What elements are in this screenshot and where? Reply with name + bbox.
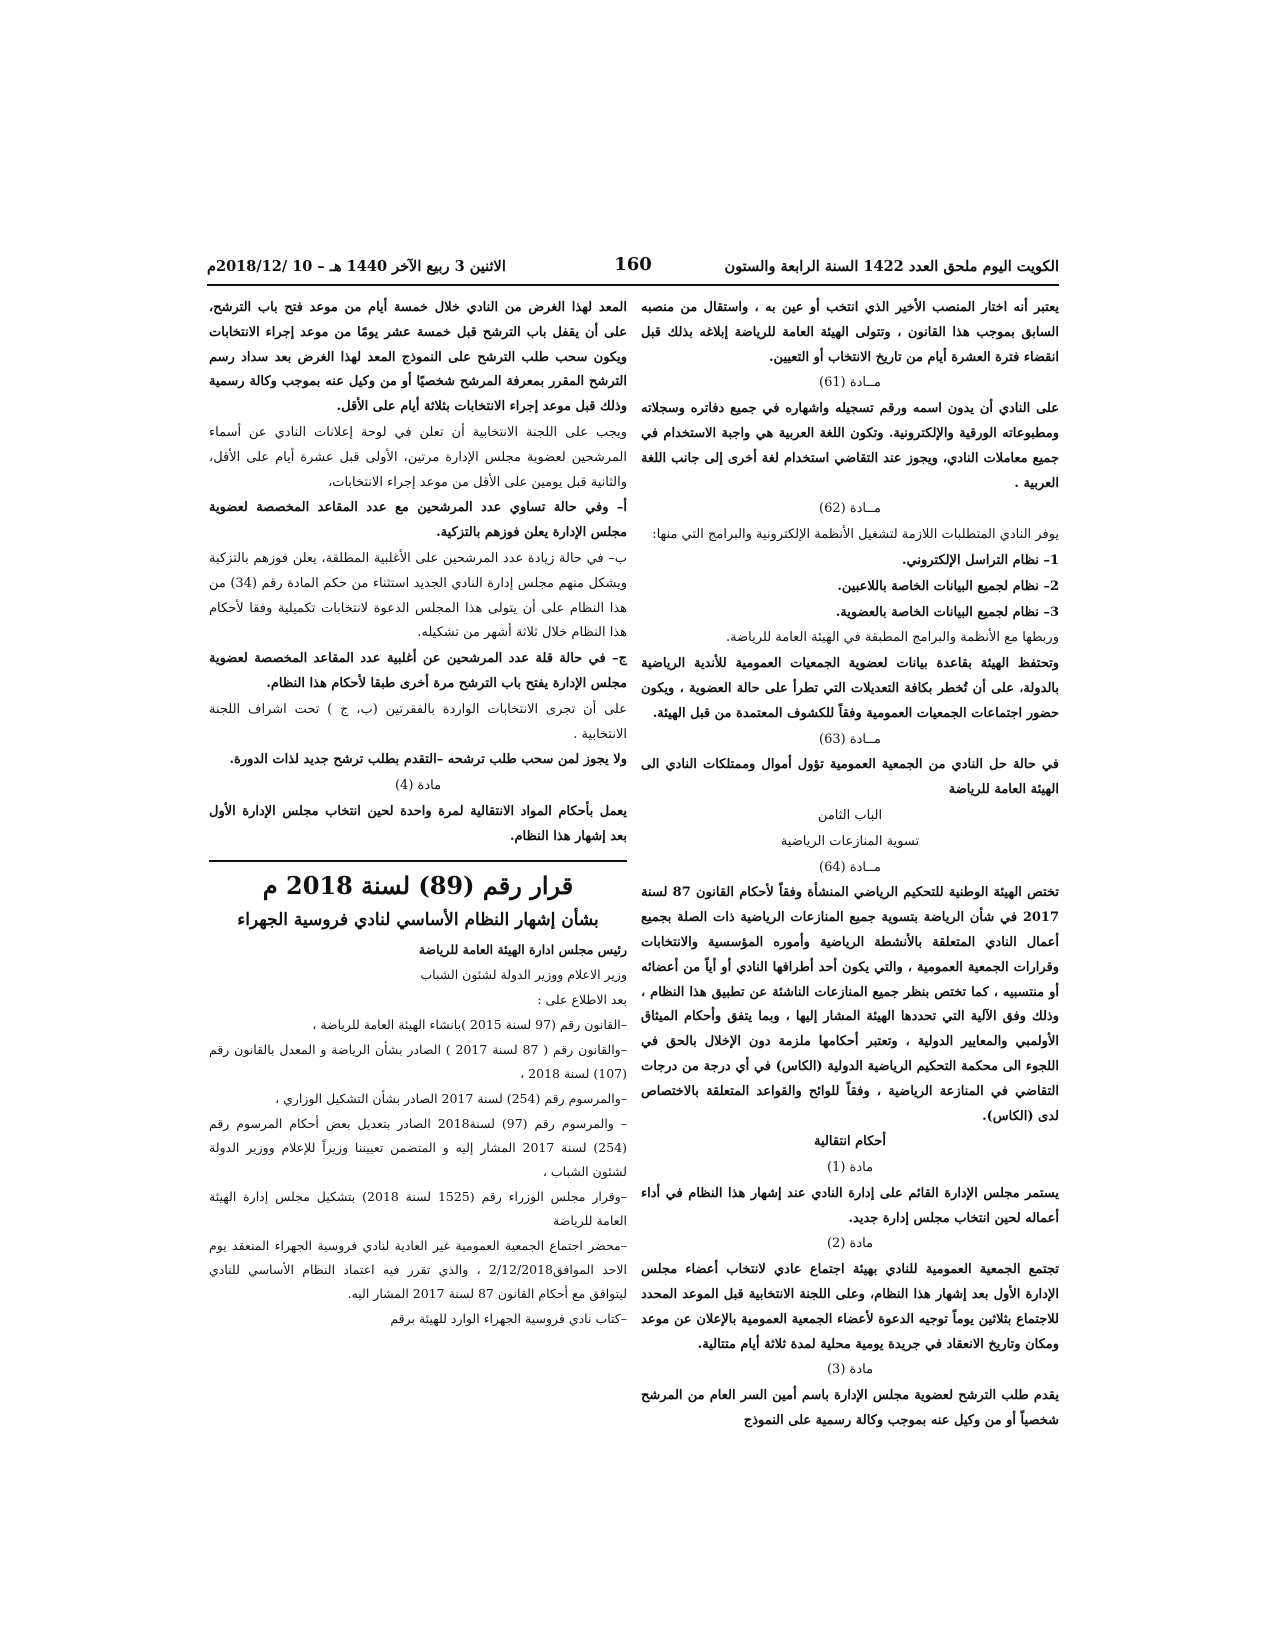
article-heading: الباب الثامن [817, 807, 883, 823]
paragraph: يعمل بأحكام المواد الانتقالية لمرة واحدة لحين انتخاب مجلس الإدارة الأول بعد إشهار هذا النظام. [209, 803, 627, 844]
paragraph: أ– وفي حالة تساوي عدد المرشحين مع عدد المقاعد المخصصة لعضوية مجلس الإدارة يعلن فوزهم بالتزكية. [209, 500, 627, 541]
article-heading: مــادة (64) [819, 859, 881, 875]
paragraph: بعد الاطلاع على : [537, 991, 627, 1007]
paragraph: في حالة حل النادي من الجمعية العمومية تؤول أموال وممتلكات النادي الى الهيئة العامة للرياضة [641, 757, 1059, 798]
paragraph: يوفر النادي المتطلبات اللازمة لتشغيل الأنظمة الإلكترونية والبرامج التي منها: [652, 527, 1059, 543]
paragraph: –محضر اجتماع الجمعية العمومية غير العادية لنادي فروسية الجهراء المنعقد يوم الاحد الموافق2/12/2018 ، والذي تقرر فيه اعتماد النظام الأساسي للنادي ليتوافق مع أحكام القانون 87 لسنة 2017 المشار اليه. [209, 1237, 627, 1301]
paragraph: –كتاب نادي فروسية الجهراء الوارد للهيئة برقم [390, 1310, 627, 1326]
article-heading: مادة (4) [394, 778, 442, 794]
decree-separator [209, 860, 627, 862]
article-heading: مادة (1) [826, 1160, 874, 1176]
paragraph: يقدم طلب الترشح لعضوية مجلس الإدارة باسم أمين السر العام من المرشح شخصياً أو من وكيل عنه بموجب وكالة رسمية على النموذج [641, 1388, 1059, 1429]
paragraph: 1– نظام التراسل الإلكتروني. [902, 552, 1059, 568]
paragraph: –والقانون رقم ( 87 لسنة 2017 ) الصادر بشأن الرياضة و المعدل بالقانون رقم (107) لسنة 2018 ، [209, 1041, 627, 1081]
article-heading: مادة (3) [826, 1362, 874, 1378]
paragraph: وزير الاعلام ووزير الدولة لشئون الشباب [420, 966, 627, 982]
page-number: 160 [614, 254, 652, 275]
paragraph: ب– في حالة زيادة عدد المرشحين على الأغلبية المطلقة، يعلن فوزهم بالتزكية ويشكل منهم مجلس إدارة النادي الجديد استثناء من حكم المادة رقم (34) من هذا النظام على أن يتولى هذا المجلس الدعوة لانتخابات تكميلية وفقا لأحكام هذا النظام خلال ثلاثة أشهر من تشكيله. [209, 550, 627, 641]
paragraph: على النادي أن يدون اسمه ورقم تسجيله واشهاره في جميع دفاتره وسجلاته ومطبوعاته الورقية والإلكترونية. وتكون اللغة العربية هي واجبة الاستخدام في جميع معاملات النادي، ويجوز عند التقاضي استخدام لغة أخرى إلى جانب اللغة العربية . [641, 401, 1059, 491]
paragraph: – والمرسوم رقم (97) لسنة2018 الصادر بتعديل بعض أحكام المرسوم رقم (254) لسنة 2017 المشار إليه و المتضمن تعييننا وزيراً للإعلام ووزير الدولة لشئون الشباب ، [209, 1115, 627, 1179]
paragraph: المعد لهذا الغرض من النادي خلال خمسة أيام من موعد فتح باب الترشح، على أن يقفل باب الترشح قبل خمسة عشر يومًا من موعد إجراء الانتخابات ويكون سحب طلب الترشح على النموذج المعد لهذا الغرض بعد سداد رسم الترشح المقرر بمعرفة المرشح شخصيًا أو من وكيل عنه بموجب وكالة رسمية وذلك قبل موعد إجراء الانتخابات بثلاثة أيام على الأقل. [209, 300, 627, 415]
article-heading: مــادة (61) [819, 375, 881, 391]
left-column-paragraphs [209, 296, 627, 850]
paragraph: وتحتفظ الهيئة بقاعدة بيانات لعضوية الجمعيات العمومية للأندية الرياضية بالدولة، على أن تُخطر بكافة التعديلات التي تطرأ على حالة العضوية ، ويكون حضور اجتماعات الجمعيات العمومية وفقاً للكشوف المعتمدة من قبل الهيئة. [641, 656, 1059, 721]
right-column [641, 296, 1059, 1556]
article-heading: تسوية المنازعات الرياضية [780, 833, 920, 849]
paragraph: –والمرسوم رقم (254) لسنة 2017 الصادر بشأن التشكيل الوزاري ، [275, 1090, 627, 1106]
article-heading: مادة (2) [826, 1236, 874, 1252]
paragraph: رئيس مجلس ادارة الهيئة العامة للرياضة [418, 941, 627, 957]
decree-title: قرار رقم (89) لسنة 2018 م [262, 870, 574, 900]
article-heading: مــادة (63) [819, 731, 881, 747]
paragraph: يعتبر أنه اختار المنصب الأخير الذي انتخب أو عين به ، واستقال من منصبه السابق بموجب هذا القانون ، وتتولى الهيئة العامة للرياضة إبلاغه بذلك قبل انقضاء فترة العشرة أيام من تاريخ الانتخاب أو التعيين. [641, 300, 1059, 365]
paragraph: وربطها مع الأنظمة والبرامج المطبقة في الهيئة العامة للرياضة. [726, 630, 1059, 646]
paragraph: يستمر مجلس الإدارة القائم على إدارة النادي عند إشهار هذا النظام في أداء أعماله لحين انتخاب مجلس إدارة جديد. [641, 1185, 1059, 1226]
paragraph: 3– نظام لجميع البيانات الخاصة بالعضوية. [835, 604, 1059, 620]
article-heading: مــادة (62) [819, 501, 881, 517]
paragraph: –القانون رقم (97 لسنة 2015 )بانشاء الهيئة العامة للرياضة ، [312, 1016, 627, 1032]
paragraph: ج– في حالة قلة عدد المرشحين عن أغلبية عدد المقاعد المخصصة لعضوية مجلس الإدارة يفتح باب الترشح مرة أخرى طبقا لأحكام هذا النظام. [209, 651, 627, 691]
paragraph: 2– نظام لجميع البيانات الخاصة باللاعبين. [837, 578, 1059, 594]
paragraph: ويجب على اللجنة الانتخابية أن تعلن في لوحة إعلانات النادي عن أسماء المرشحين لعضوية مجلس الإدارة مرتين، الأولى قبل عشرة أيام على الأقل، والثانية قبل يومين على الأقل من موعد إجراء الانتخابات، [209, 424, 627, 490]
paragraph: –وقرار مجلس الوزراء رقم (1525 لسنة 2018) بتشكيل مجلس إدارة الهيئة العامة للرياضة [209, 1188, 627, 1228]
article-heading: أحكام انتقالية [814, 1134, 886, 1150]
decree-body [209, 938, 627, 1331]
decree-subtitle: بشأن إشهار النظام الأساسي لنادي فروسية الجهراء [237, 909, 599, 930]
paragraph: تختص الهيئة الوطنية للتحكيم الرياضي المنشأة وفقاً لأحكام القانون 87 لسنة 2017 في شأن الرياضة بتسوية جميع المنازعات الرياضية ذات الصلة بجميع أعمال النادي المتعلقة بالأنشطة الرياضية وأموره المؤسسية والانتخابات وقرارات الجمعية العمومية ، والتي يكون أحد أطرافها النادي أو أياً من أعضائه أو منتسبيه ، كما تختص بنظر جميع المنازعات الناشئة عن تطبيق هذا النظام ، وذلك وفق الآلية التي تحددها الهيئة المشار إليها ، وبما يتفق وأحكام الميثاق الأولمبي والمعايير الدولية ، وتعتبر أحكامها ملزمة دون الإخلال بالحق في اللجوء الى محكمة التحكيم الرياضية الدولية (الكاس) في أي درجة من درجات التقاضي في المنازعة الرياضية ، وفقاً للوائح والقواعد المتعلقة بالاختصاص لدى (الكاس). [641, 885, 1059, 1124]
issue-date: الاثنين 3 ربيع الآخر 1440 هـ – 10 /2018/12م [207, 258, 506, 275]
page-header [207, 256, 1059, 286]
paragraph: ولا يجوز لمن سحب طلب ترشحه –التقدم بطلب ترشح جديد لذات الدورة. [229, 752, 627, 768]
left-column [209, 296, 627, 1476]
paragraph: على أن تجرى الانتخابات الواردة بالفقرتين (ب، ج ) تحت اشراف اللجنة الانتخابية . [209, 701, 627, 742]
paragraph: تجتمع الجمعية العمومية للنادي بهيئة اجتماع عادي لانتخاب أعضاء مجلس الإدارة الأول بعد إشهار هذا النظام، وعلى اللجنة الانتخابية قبل الموعد المحدد للاجتماع بثلاثين يوماً توجيه الدعوة لأعضاء الجمعية العمومية بالإعلان عن موعد ومكان وتاريخ الانعقاد في جريدة يومية محلية لمدة ثلاثة أيام متتالية. [641, 1262, 1059, 1352]
gazette-issue-info: الكويت اليوم ملحق العدد 1422 السنة الرابعة والستون [724, 258, 1059, 275]
